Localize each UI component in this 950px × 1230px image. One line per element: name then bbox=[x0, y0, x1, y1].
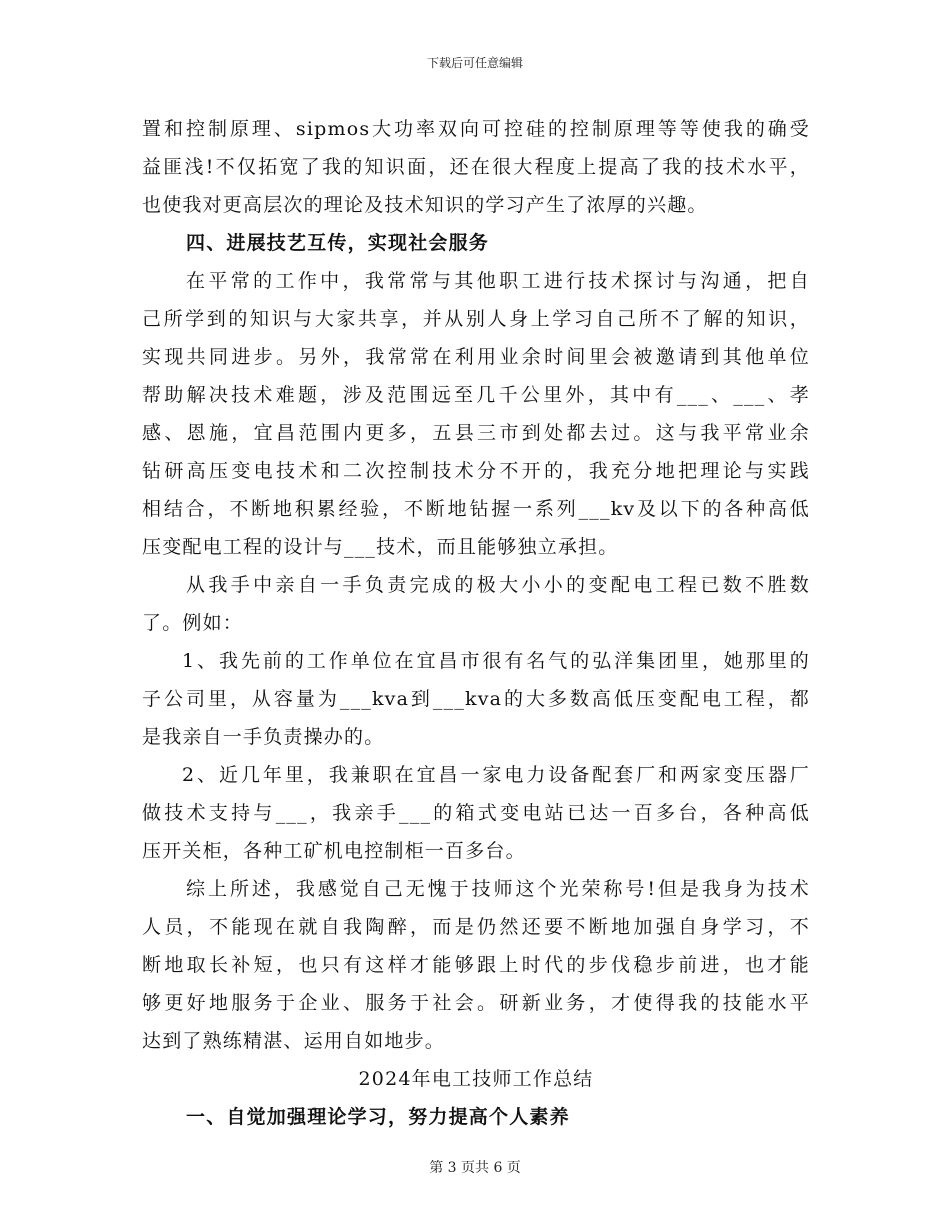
list-item-line: 做技术支持与___，我亲手___的箱式变电站已达一百多台，各种高低 bbox=[142, 802, 810, 824]
paragraph-line: 从我手中亲自一手负责完成的极大小小的变配电工程已数不胜数 bbox=[186, 574, 810, 596]
paragraph-line: 压变配电工程的设计与___技术，而且能够独立承担。 bbox=[142, 536, 619, 558]
page-footer: 第 3 页共 6 页 bbox=[429, 1160, 521, 1176]
paragraph-line: 钻研高压变电技术和二次控制技术分不开的，我充分地把理论与实践 bbox=[142, 460, 810, 482]
paragraph-line: 置和控制原理、sipmos大功率双向可控硅的控制原理等等使我的确受 bbox=[142, 118, 810, 140]
paragraph-line: 断地取长补短，也只有这样才能够跟上时代的步伐稳步前进，也才能 bbox=[142, 954, 810, 976]
paragraph-line: 达到了熟练精湛、运用自如地步。 bbox=[142, 1030, 446, 1052]
paragraph-line: 在平常的工作中，我常常与其他职工进行技术探讨与沟通，把自 bbox=[186, 270, 810, 292]
list-item-line: 2、近几年里，我兼职在宜昌一家电力设备配套厂和两家变压器厂 bbox=[182, 764, 810, 786]
list-item-line: 压开关柜，各种工矿机电控制柜一百多台。 bbox=[142, 840, 526, 862]
section-heading: 四、进展技艺互传，实现社会服务 bbox=[186, 232, 490, 254]
document-title: 2024年电工技师工作总结 bbox=[358, 1068, 594, 1090]
paragraph-line: 相结合，不断地积累经验，不断地钻握一系列___kv及以下的各种高低 bbox=[142, 498, 810, 520]
paragraph-line: 益匪浅!不仅拓宽了我的知识面，还在很大程度上提高了我的技术水平， bbox=[142, 156, 810, 178]
paragraph-line: 实现共同进步。另外，我常常在利用业余时间里会被邀请到其他单位 bbox=[142, 346, 810, 368]
paragraph-line: 帮助解决技术难题，涉及范围远至几千公里外，其中有___、___、孝 bbox=[142, 384, 810, 406]
list-item-line: 1、我先前的工作单位在宜昌市很有名气的弘洋集团里，她那里的 bbox=[182, 650, 810, 672]
document-body bbox=[142, 110, 810, 1136]
list-item-line: 是我亲自一手负责操办的。 bbox=[142, 726, 385, 748]
paragraph-line: 综上所述，我感觉自己无愧于技师这个光荣称号!但是我身为技术 bbox=[186, 878, 810, 900]
paragraph-line: 人员，不能现在就自我陶醉，而是仍然还要不断地加强自身学习，不 bbox=[142, 916, 810, 938]
section-heading: 一、自觉加强理论学习，努力提高个人素养 bbox=[186, 1106, 570, 1128]
paragraph-line: 够更好地服务于企业、服务于社会。研新业务，才使得我的技能水平 bbox=[142, 992, 810, 1014]
paragraph-line: 己所学到的知识与大家共享，并从别人身上学习自己所不了解的知识， bbox=[142, 308, 810, 330]
list-item-line: 子公司里，从容量为___kva到___kva的大多数高低压变配电工程，都 bbox=[142, 688, 810, 710]
paragraph-line: 了。例如： bbox=[142, 612, 244, 634]
paragraph-line: 也使我对更高层次的理论及技术知识的学习产生了浓厚的兴趣。 bbox=[142, 194, 708, 216]
paragraph-line: 感、恩施，宜昌范围内更多，五县三市到处都去过。这与我平常业余 bbox=[142, 422, 810, 444]
page-header: 下载后可任意编辑 bbox=[426, 56, 523, 70]
